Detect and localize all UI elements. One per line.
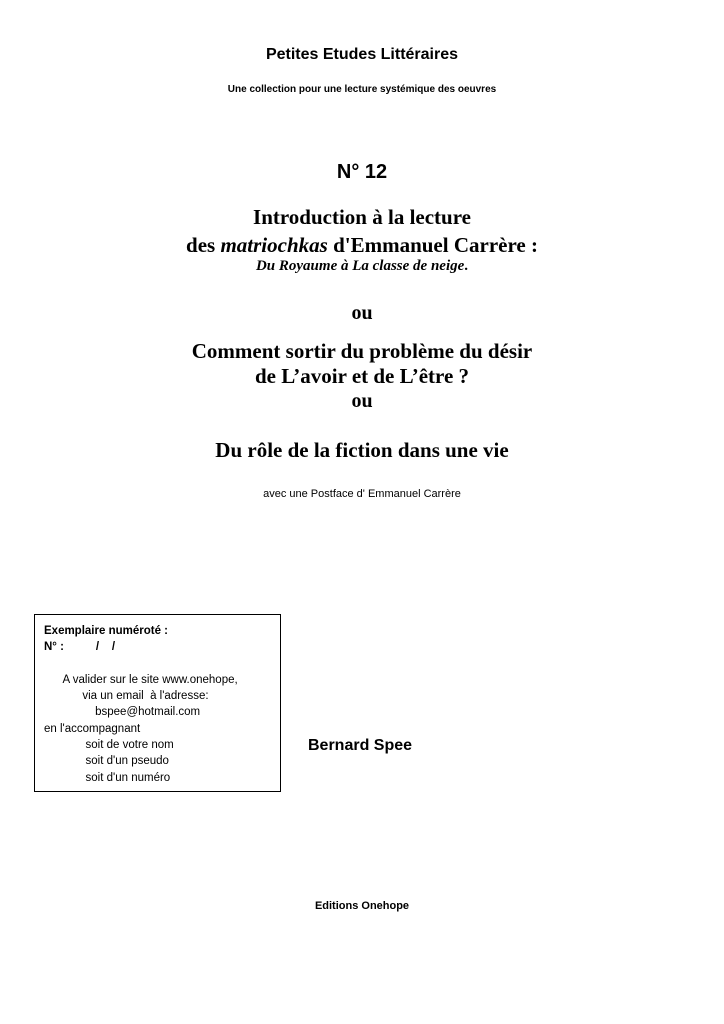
alternate-title-2: Du rôle de la fiction dans une vie	[215, 438, 509, 462]
box-line: en l'accompagnant	[44, 722, 141, 735]
postface-note: avec une Postface d' Emmanuel Carrère	[263, 488, 461, 500]
box-line: A valider sur le site www.onehope,	[44, 673, 238, 686]
publisher-name: Editions Onehope	[314, 900, 410, 912]
alternate-title-1-line-2: de L’avoir et de L’être ?	[254, 364, 470, 388]
ou-separator-2: ou	[351, 390, 373, 412]
series-title: Petites Etudes Littéraires	[265, 46, 459, 63]
ou-separator-1: ou	[351, 302, 373, 324]
title-line-3-suffix: .	[464, 258, 469, 274]
title-line-3	[0, 258, 724, 275]
title-line-2	[0, 233, 724, 258]
numbered-copy-heading: Exemplaire numéroté :	[44, 625, 168, 637]
box-line: soit d'un numéro	[44, 771, 171, 784]
box-line: soit de votre nom	[44, 739, 174, 752]
numbered-copy-number: N° : / /	[44, 641, 116, 654]
title-line-2-suffix: d'Emmanuel Carrère :	[327, 233, 538, 257]
author-name: Bernard Spee	[308, 737, 413, 754]
title-line-1: Introduction à la lecture	[253, 205, 471, 229]
title-line-2-prefix: des	[186, 233, 221, 257]
box-spacer	[44, 656, 280, 672]
title-line-3-italic: Du Royaume à La classe de neige	[255, 258, 465, 274]
issue-number: N° 12	[336, 161, 388, 183]
box-line: via un email à l'adresse:	[44, 690, 209, 703]
box-email: bspee@hotmail.com	[44, 706, 201, 719]
box-line: soit d'un pseudo	[44, 755, 169, 768]
series-subtitle: Une collection pour une lecture systémique des oeuvres	[227, 84, 497, 95]
alternate-title-1-line-1: Comment sortir du problème du désir	[191, 339, 533, 363]
title-italic-matriochkas: matriochkas	[220, 233, 328, 257]
numbered-copy-box	[34, 614, 281, 792]
